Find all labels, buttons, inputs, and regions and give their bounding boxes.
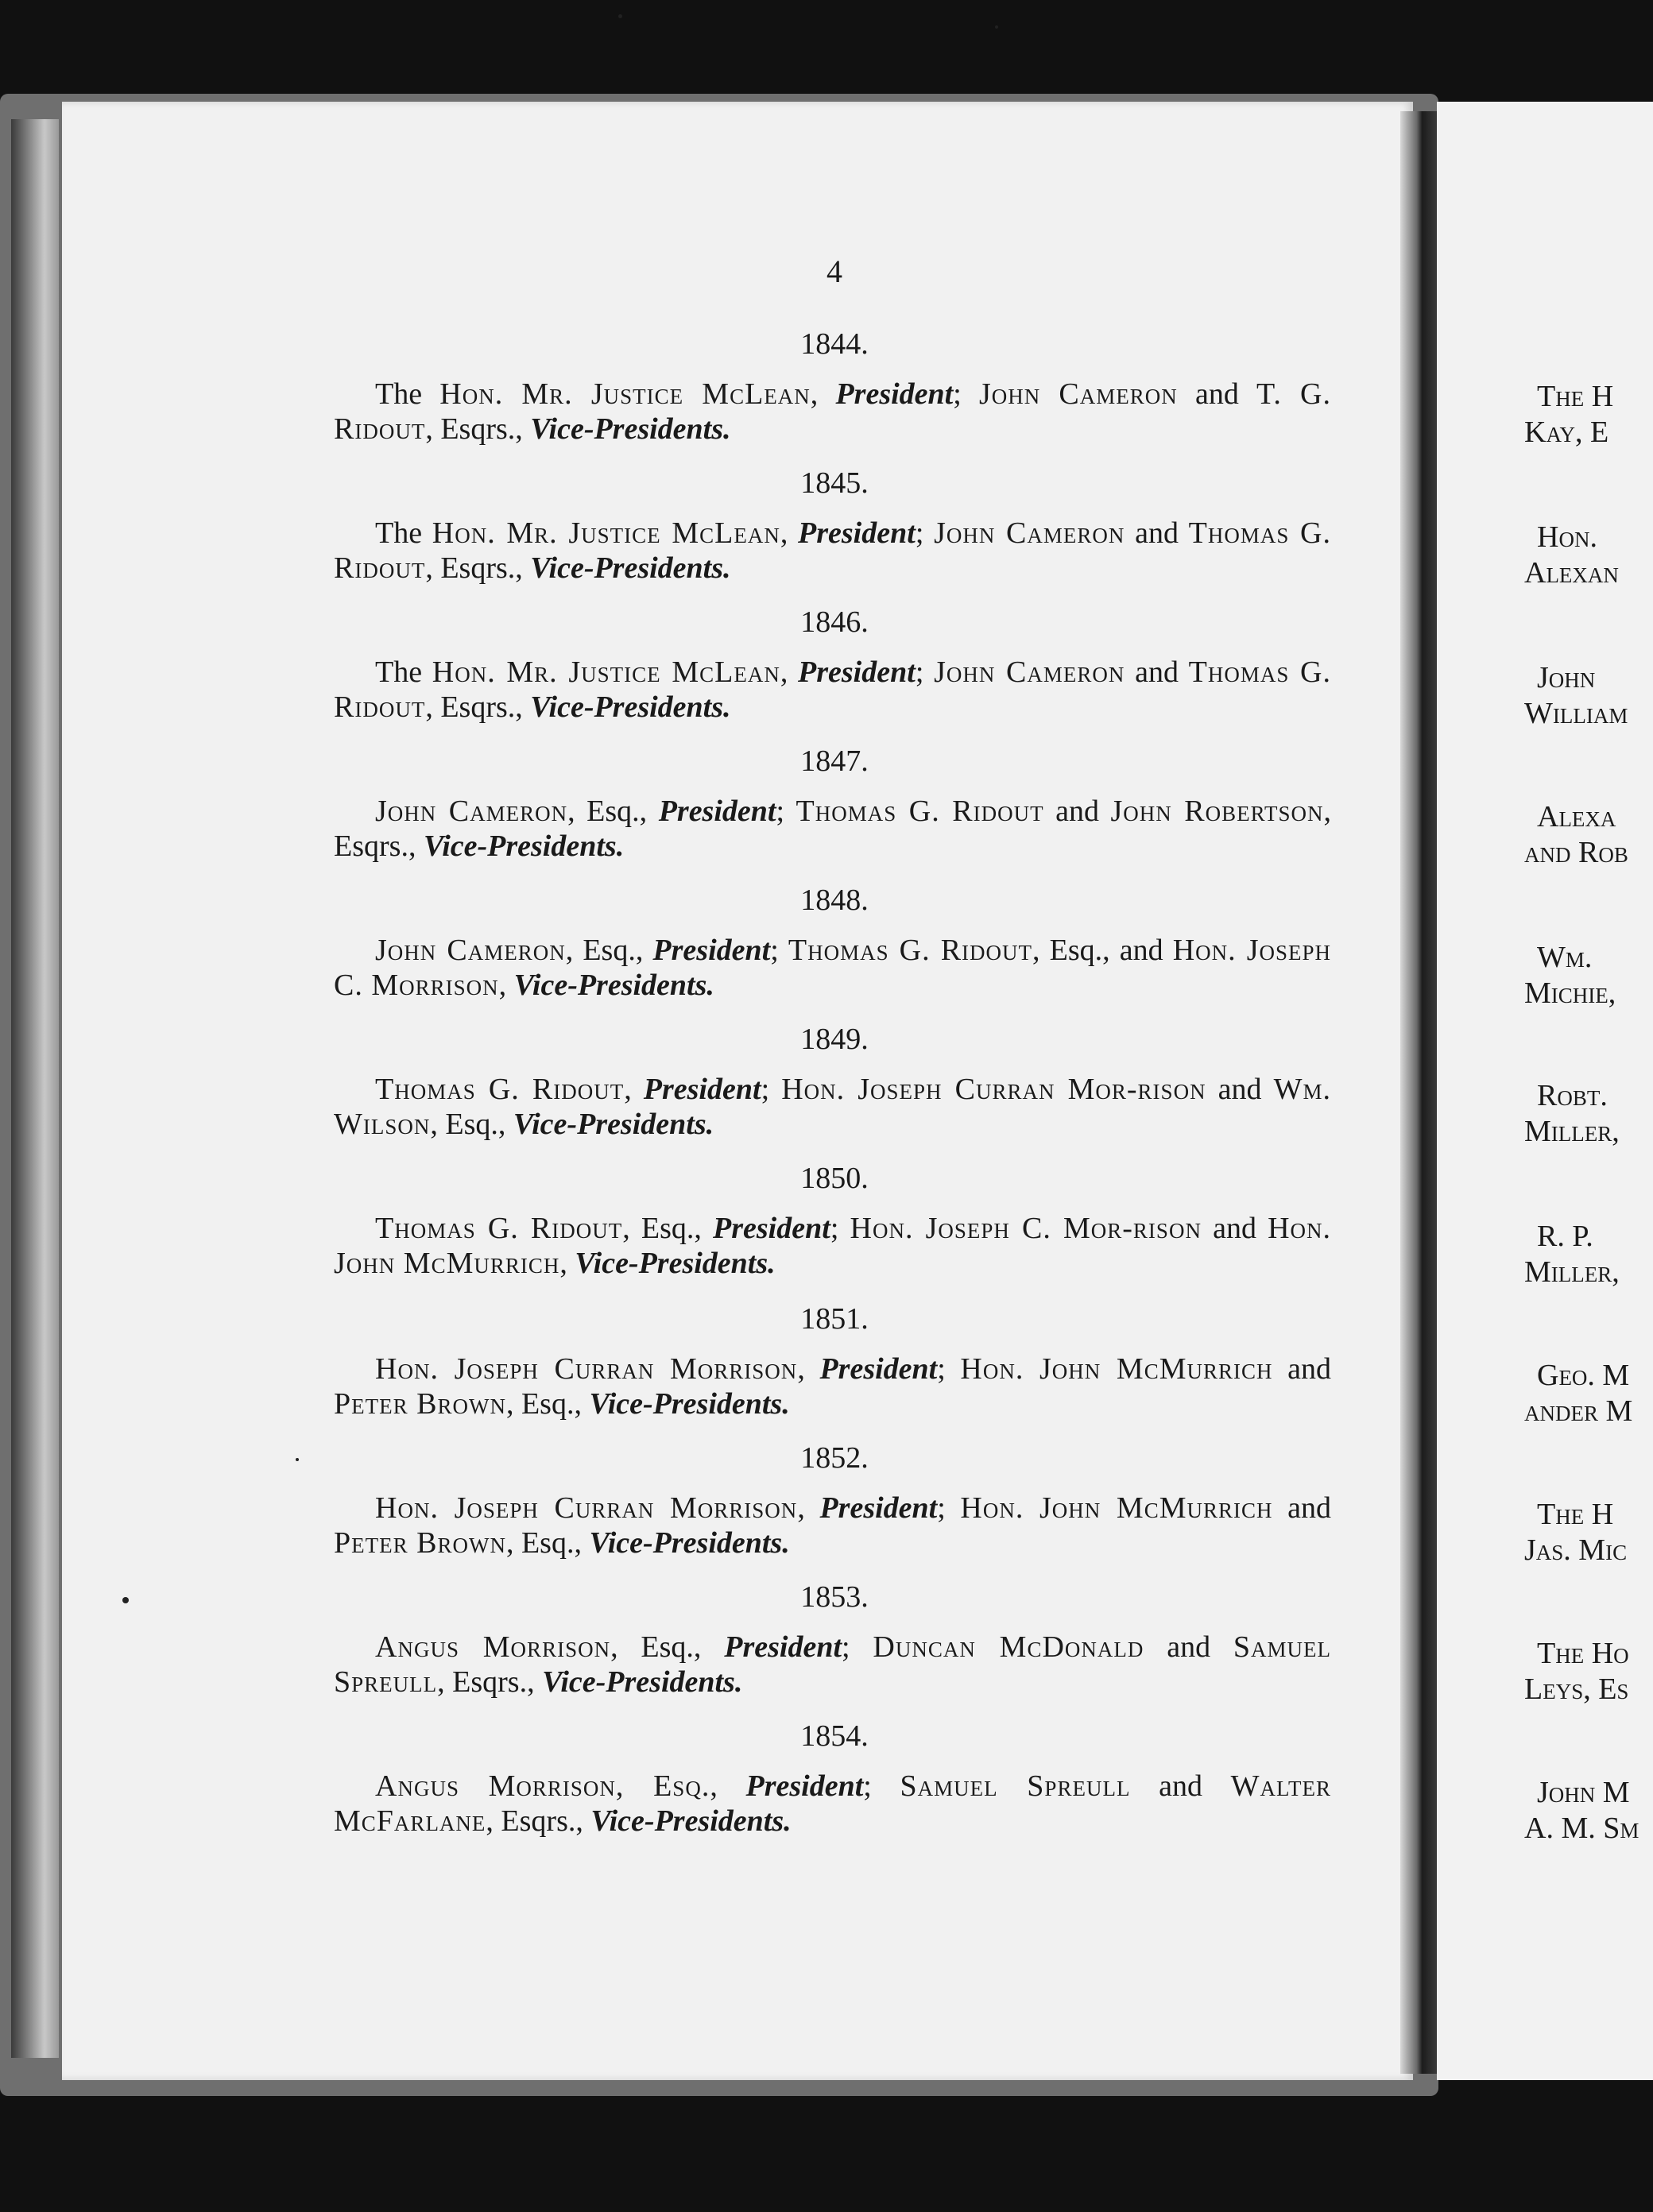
text-run: ; [842,1630,873,1664]
text-run: , Esqrs., [425,690,531,724]
office-title: Vice-Presidents. [589,1387,790,1421]
right-page-fragment: Robt. [1537,1079,1608,1112]
office-title: President [798,516,916,550]
year-entry [334,1160,1331,1281]
office-title: President [835,377,954,411]
year-entry [334,882,1331,1003]
right-page-fragment: R. P. [1537,1220,1593,1253]
person-name: Hon. John McMurrich [960,1352,1273,1386]
text-run: ; [937,1352,961,1386]
right-page-fragment: The H [1537,380,1614,413]
text-run: ; [770,934,788,967]
person-name: Hon. John McMurrich [334,1212,1332,1280]
text-run: and [1130,1769,1231,1803]
right-page-fragment: Hon. [1537,520,1597,554]
office-title: President [798,655,916,689]
officers-paragraph [334,1211,1331,1281]
text-run: ; [915,516,935,550]
person-name: Angus Morrison, Esq. [375,1769,710,1803]
person-name: Hon. Joseph Curran Mor-rison [781,1073,1206,1106]
book-spine-edge [11,119,59,2058]
person-name: Thomas G. Ridout [375,1212,623,1245]
text-run: , Esq., [430,1108,513,1141]
office-title: Vice-Presidents. [423,830,625,863]
person-name: John Robertson [1110,795,1324,828]
officers-paragraph [334,655,1331,725]
text-run: , Esq., [565,934,653,967]
text-run: ; [863,1769,900,1803]
year-heading: 1852. [800,1441,869,1475]
year-entry [334,326,1331,447]
year-entry [334,1301,1331,1421]
person-name: Hon. Joseph C. Morrison [334,934,1332,1002]
text-run: , Esqrs., [425,412,531,446]
office-title: Vice-Presidents. [513,1108,714,1141]
office-title: Vice-Presidents. [530,690,731,724]
person-name: Hon. Joseph Curran Morrison [375,1491,798,1525]
person-name: Samuel Spreull [900,1769,1131,1803]
person-name: Thomas G. Ridout [796,795,1044,828]
year-entry [334,1718,1331,1839]
person-name: Thomas G. Ridout [334,516,1331,585]
text-run: , Esq., [567,795,659,828]
text-run: , Esq., [505,1387,590,1421]
officers-paragraph [334,1630,1331,1700]
page-gutter [1400,111,1437,2074]
right-page-fragment: A. M. Sm [1524,1812,1639,1845]
person-name: Wm. Wilson [334,1073,1332,1141]
office-title: Vice-Presidents. [513,969,714,1002]
right-page-fragment: Kay, E [1524,416,1609,449]
text-run: , [797,1352,820,1386]
office-title: President [652,934,771,967]
year-heading: 1845. [800,466,869,500]
year-entry [334,1021,1331,1142]
text-run: , [710,1769,746,1803]
person-name: Peter Brown [334,1387,506,1421]
office-title: President [819,1352,938,1386]
text-run: , Esqrs., [425,551,531,585]
text-run: The [375,655,432,689]
text-run: , [624,1073,644,1106]
office-title: President [643,1073,761,1106]
right-page-fragment: Alexa [1537,800,1616,833]
right-page-fragment: and Rob [1524,836,1628,869]
office-title: Vice-Presidents. [589,1526,790,1560]
year-heading: 1854. [800,1719,869,1753]
officers-paragraph [334,516,1331,586]
year-heading: 1846. [800,605,869,639]
right-page-fragment: The H [1537,1498,1614,1531]
office-title: Vice-Presidents. [590,1804,792,1838]
right-page-fragment: William [1524,697,1628,730]
page-number: 4 [826,253,842,289]
office-title: Vice-Presidents. [530,412,731,446]
text-run: and [1272,1491,1332,1525]
text-run: ; [830,1212,850,1245]
office-title: President [713,1212,830,1245]
year-heading: 1847. [800,744,869,778]
officers-paragraph [334,933,1331,1003]
person-name: Thomas G. Ridout [788,934,1033,967]
ink-speck [995,25,998,29]
officers-paragraph [334,1769,1331,1839]
text-run: , Esq., and [1032,934,1173,967]
year-entry [334,604,1331,725]
right-page-fragment: Wm. [1537,941,1593,974]
text-run: , Esq., [505,1526,590,1560]
officers-paragraph [334,794,1331,864]
person-name: Hon. Mr. Justice McLean [439,377,811,411]
person-name: Duncan McDonald [873,1630,1144,1664]
text-run: , [559,1247,575,1280]
text-run: ; [953,377,979,411]
text-run: and [1272,1352,1332,1386]
text-run: and [1177,377,1256,411]
person-name: John Cameron [934,516,1125,550]
text-run: ; [937,1491,961,1525]
officers-paragraph [334,1352,1331,1421]
text-run: , [498,969,514,1002]
text-run: ; [761,1073,782,1106]
text-run: and [1206,1073,1274,1106]
year-heading: 1850. [800,1162,869,1195]
right-page-fragment: Geo. M [1537,1359,1630,1392]
person-name: John Cameron [978,377,1178,411]
text-run: , Esqrs., [437,1665,543,1699]
person-name: Angus Morrison [375,1630,611,1664]
right-page-fragment: ander M [1524,1394,1633,1428]
person-name: Walter McFarlane [334,1769,1332,1838]
office-title: President [658,795,776,828]
officers-paragraph [334,377,1331,447]
year-entry [334,743,1331,864]
right-page-fragment: The Ho [1537,1637,1629,1670]
person-name: Thomas G. Ridout [375,1073,625,1106]
right-page-fragment: John [1537,661,1596,694]
text-run: , Esq., [622,1212,714,1245]
text-run: and [1144,1630,1233,1664]
office-title: President [819,1491,938,1525]
person-name: Thomas G. Ridout [334,655,1331,724]
person-name: John Cameron [375,795,568,828]
text-run: and [1201,1212,1268,1245]
text-run: The [375,516,432,550]
right-page-fragment: John M [1537,1776,1630,1809]
text-run: , [810,377,836,411]
person-name: John Cameron [934,655,1125,689]
office-title: Vice-Presidents. [542,1665,743,1699]
person-name: T. G. Ridout [334,377,1332,446]
right-page-fragment: Miller, [1524,1115,1620,1148]
person-name: Samuel Spreull [334,1630,1332,1699]
year-entry [334,1440,1331,1560]
year-heading: 1851. [800,1302,869,1336]
text-run: , [780,516,799,550]
text-run: The [375,377,440,411]
text-run: and [1125,655,1189,689]
person-name: Hon. Joseph C. Mor-rison [850,1212,1202,1245]
text-run: , Esqrs., [334,795,1332,863]
office-title: President [724,1630,842,1664]
person-name: Peter Brown [334,1526,506,1560]
person-name: Hon. Joseph Curran Morrison [375,1352,798,1386]
person-name: Hon. John McMurrich [960,1491,1273,1525]
year-heading: 1848. [800,884,869,917]
text-run: , Esqrs., [486,1804,591,1838]
person-name: Hon. Mr. Justice McLean [432,516,780,550]
officers-paragraph [334,1072,1331,1142]
text-run: , [780,655,799,689]
year-heading: 1853. [800,1580,869,1614]
ink-speck [618,14,622,18]
year-entry [334,465,1331,586]
text-run: , Esq., [610,1630,725,1664]
person-name: Hon. Mr. Justice McLean [432,655,780,689]
text-run: and [1125,516,1189,550]
year-entry [334,1579,1331,1700]
text-run: ; [776,795,796,828]
right-page-fragment: Miller, [1524,1255,1620,1289]
officers-paragraph [334,1491,1331,1560]
right-page-fragment: Alexan [1524,556,1619,590]
person-name: John Cameron [375,934,566,967]
year-heading: 1849. [800,1023,869,1056]
office-title: Vice-Presidents. [575,1247,776,1280]
right-page-fragment: Leys, Es [1524,1673,1629,1706]
office-title: President [745,1769,864,1803]
text-run: ; [915,655,935,689]
text-run: and [1043,795,1111,828]
right-page-fragment: Michie, [1524,976,1616,1010]
right-page-fragment: Jas. Mic [1524,1533,1628,1567]
year-heading: 1844. [800,327,869,361]
text-run: , [797,1491,820,1525]
office-title: Vice-Presidents. [530,551,731,585]
